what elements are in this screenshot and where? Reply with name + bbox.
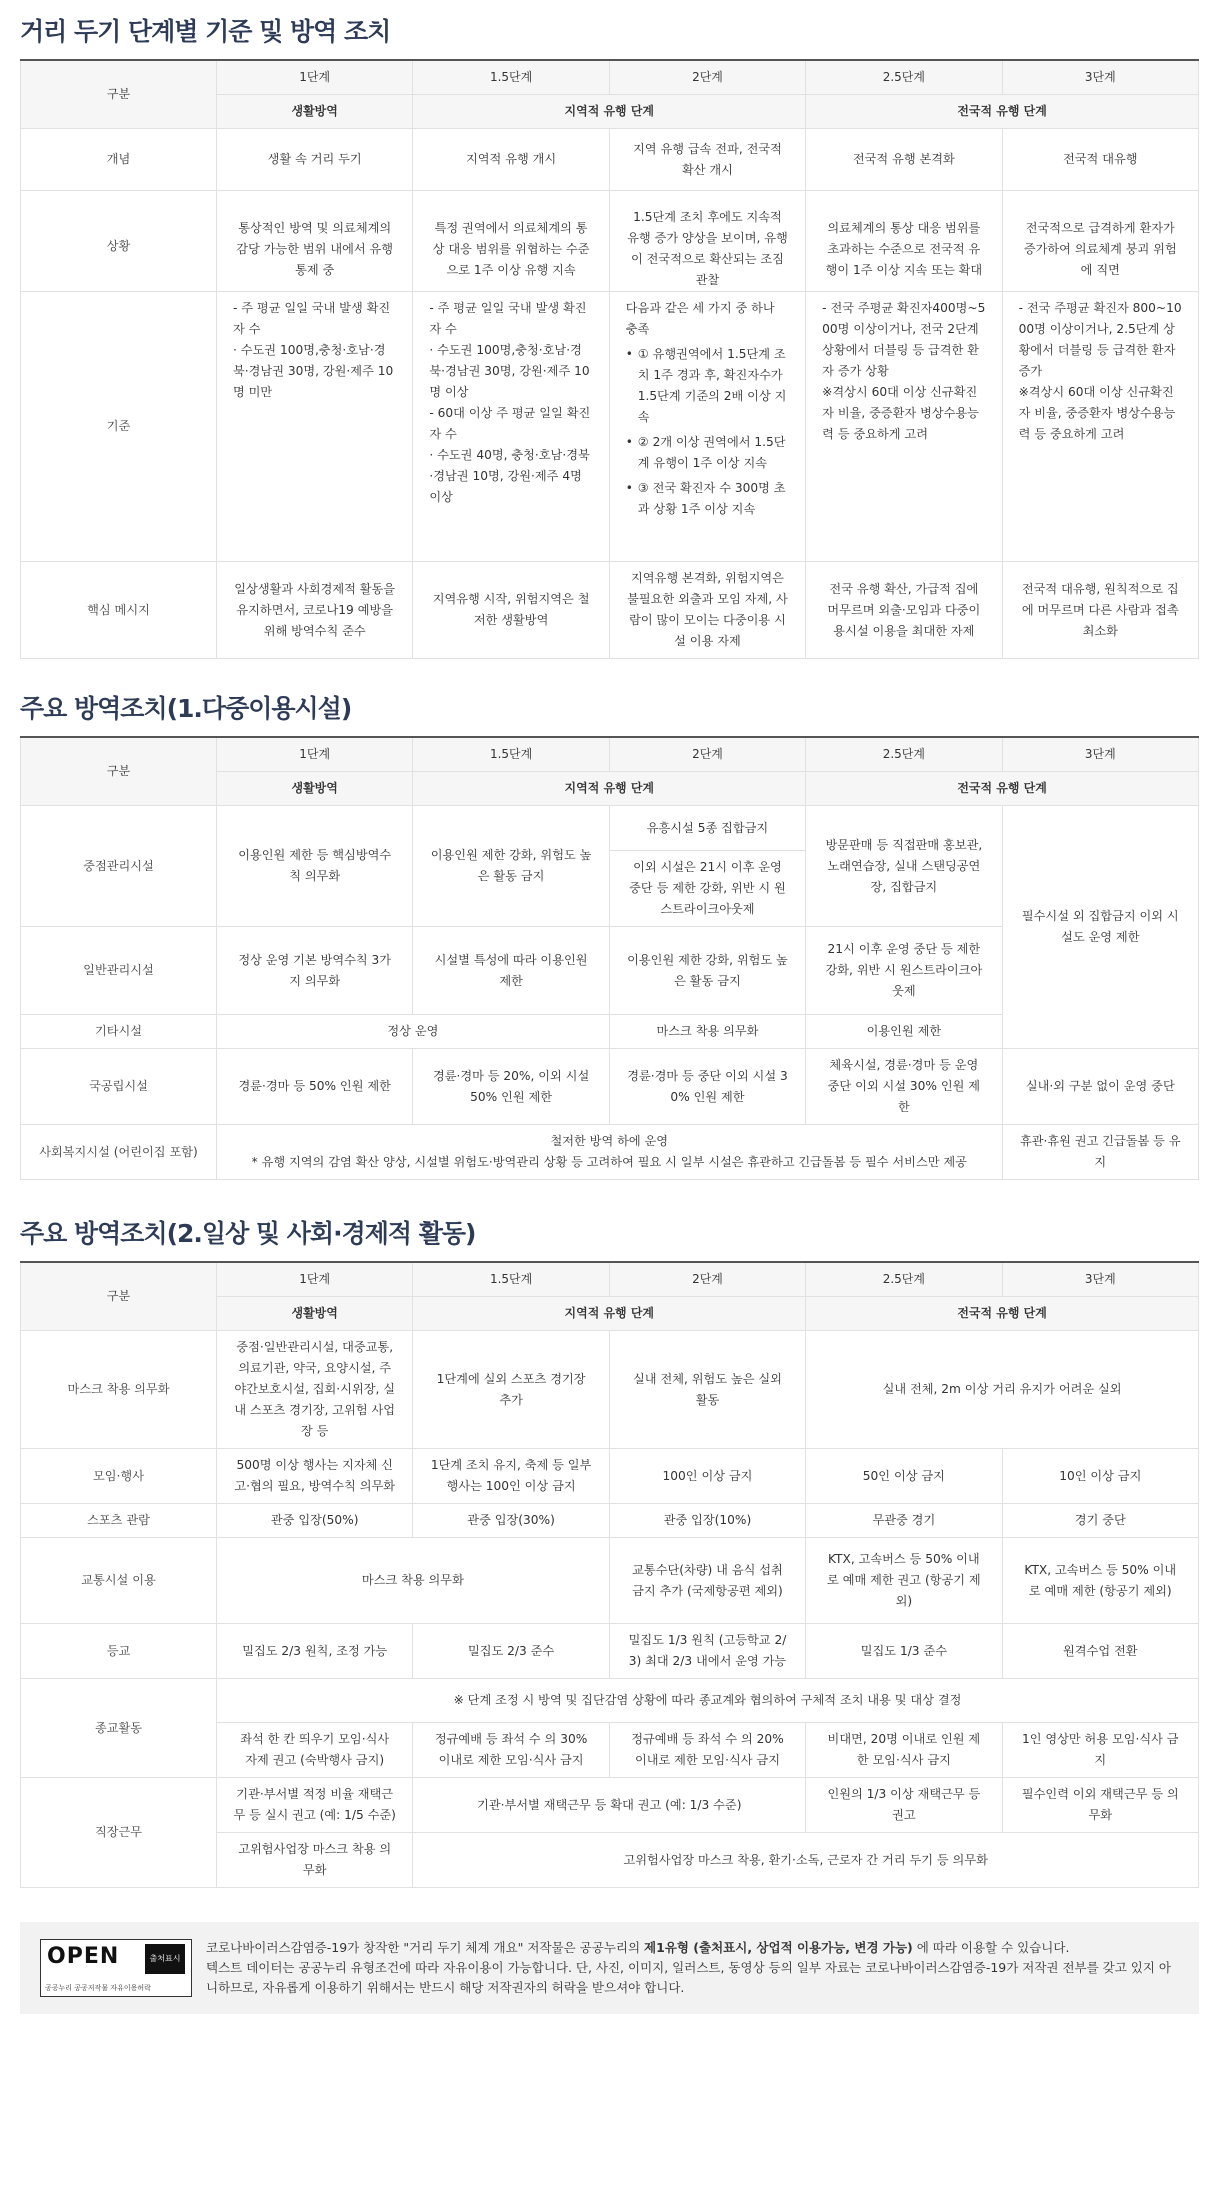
table-cell: 방문판매 등 직접판매 홍보관, 노래연습장, 실내 스탠딩공연장, 집합금지 [806, 806, 1002, 927]
license-line1-c: 에 따라 이용할 수 있습니다. [912, 1940, 1070, 1955]
header-group: 지역적 유행 단계 [413, 95, 806, 129]
license-type: 제1유형 (출처표시, 상업적 이용가능, 변경 가능) [644, 1940, 913, 1955]
header-group: 생활방역 [217, 1297, 413, 1331]
kogl-attribution-icon: 출처표시 [145, 1944, 185, 1974]
welfare-main: 철저한 방역 하에 운영 [550, 1134, 669, 1148]
table-cell: 이용인원 제한 강화, 위험도 높은 활동 금지 [413, 806, 609, 927]
table-cell: 밀집도 1/3 준수 [806, 1624, 1002, 1679]
header-step: 1.5단계 [413, 737, 609, 772]
table-cell: 원격수업 전환 [1002, 1624, 1198, 1679]
table-cell: 100인 이상 금지 [609, 1449, 805, 1504]
license-line2: 텍스트 데이터는 공공누리 유형조건에 따라 자유이용이 가능합니다. 단, 사진, 이미지, 일러스트, 동영상 등의 일부 자료는 코로나바이러스감염증-19가 저작권 전부를 갖고 있지 아니하므로, 자유롭게 이용하기 위해서는 반드시 해당 저작권자의 허락을 받으셔야 합니다. [206, 1960, 1172, 1995]
license-footer [20, 1922, 1199, 2014]
header-group: 전국적 유행 단계 [806, 1297, 1199, 1331]
header-step: 1단계 [217, 60, 413, 95]
table-cell: 경륜·경마 등 20%, 이외 시설 50% 인원 제한 [413, 1049, 609, 1125]
header-gubun: 구분 [21, 737, 217, 806]
header-group: 생활방역 [217, 772, 413, 806]
criteria-line: - 주 평균 일일 국내 발생 확진자 수 [233, 301, 391, 336]
header-group: 생활방역 [217, 95, 413, 129]
table-cell: 전국적 대유행 [1002, 129, 1198, 191]
criteria-table [20, 59, 1199, 659]
table-cell: 유흥시설 5종 집합금지 [609, 806, 805, 851]
table-cell: 관중 입장(30%) [413, 1504, 609, 1538]
row-label-work: 직장근무 [21, 1778, 217, 1888]
header-step: 2.5단계 [806, 1262, 1002, 1297]
table-cell: 정상 운영 [217, 1015, 610, 1049]
table-cell: 시설별 특성에 따라 이용인원 제한 [413, 927, 609, 1015]
row-label-school: 등교 [21, 1624, 217, 1679]
criteria-line: · 수도권 100명,충청·호남·경북·경남권 30명, 강원·제주 10명 미만 [233, 343, 394, 399]
table-cell: 50인 이상 금지 [806, 1449, 1002, 1504]
table-cell: 1인 영상만 허용 모임·식사 금지 [1002, 1723, 1198, 1778]
table-cell: 휴관·휴원 권고 긴급돌봄 등 유지 [1002, 1125, 1198, 1180]
row-label-mask: 마스크 착용 의무화 [21, 1331, 217, 1449]
list-item: • ② 2개 이상 권역에서 1.5단계 유행이 1주 이상 지속 [626, 432, 789, 474]
list-item: • ③ 전국 확진자 수 300명 초과 상황 1주 이상 지속 [626, 478, 789, 520]
table-cell: 10인 이상 금지 [1002, 1449, 1198, 1504]
table-cell: 정상 운영 기본 방역수칙 3가지 의무화 [217, 927, 413, 1015]
table-cell: 인원의 1/3 이상 재택근무 등 권고 [806, 1778, 1002, 1833]
table-cell: 비대면, 20명 이내로 인원 제한 모임·식사 금지 [806, 1723, 1002, 1778]
header-group: 전국적 유행 단계 [806, 95, 1199, 129]
header-step: 3단계 [1002, 60, 1198, 95]
criteria-line: - 전국 주평균 확진자 800~1000명 이상이거나, 2.5단계 상황에서 더블링 등 급격한 환자 증가 [1018, 301, 1182, 378]
row-label-welfare-facility: 사회복지시설 (어린이집 포함) [21, 1125, 217, 1180]
facilities-table [20, 736, 1199, 1180]
table-cell [413, 292, 609, 562]
section-title-activities: 주요 방역조치(2.일상 및 사회·경제적 활동) [20, 1219, 476, 1248]
table-cell [806, 292, 1002, 562]
table-cell: 생활 속 거리 두기 [217, 129, 413, 191]
table-cell: 밀집도 1/3 원칙 (고등학교 2/3) 최대 2/3 내에서 운영 가능 [609, 1624, 805, 1679]
row-label-general-facility: 일반관리시설 [21, 927, 217, 1015]
table-cell: 전국적으로 급격하게 환자가 증가하여 의료체계 붕괴 위험에 직면 [1002, 191, 1198, 292]
criteria-line: ※격상시 60대 이상 신규확진자 비율, 중증환자 병상수용능력 등 중요하게 고려 [822, 385, 979, 441]
table-cell: 경륜·경마 등 50% 인원 제한 [217, 1049, 413, 1125]
table-cell: 지역유행 시작, 위험지역은 철저한 생활방역 [413, 562, 609, 659]
table-cell: 관중 입장(50%) [217, 1504, 413, 1538]
welfare-note: * 유행 지역의 감염 확산 양상, 시설별 위험도·방역관리 상황 등 고려하여 필요 시 일부 시설은 휴관하고 긴급돌봄 등 필수 서비스만 제공 [251, 1155, 967, 1169]
table-cell: 밀집도 2/3 준수 [413, 1624, 609, 1679]
criteria-list [626, 344, 789, 520]
header-gubun: 구분 [21, 1262, 217, 1331]
table-cell: 일상생활과 사회경제적 활동을 유지하면서, 코로나19 예방을 위해 방역수칙 준수 [217, 562, 413, 659]
list-item: • ① 유행권역에서 1.5단계 조치 1주 경과 후, 확진자수가 1.5단계 기준의 2배 이상 지속 [626, 344, 789, 428]
table-cell: 지역 유행 급속 전파, 전국적 확산 개시 [609, 129, 805, 191]
table-cell: 밀집도 2/3 원칙, 조정 가능 [217, 1624, 413, 1679]
section-title-facilities: 주요 방역조치(1.다중이용시설) [20, 694, 352, 723]
table-cell: 필수시설 외 집합금지 이외 시설도 운영 제한 [1002, 806, 1198, 1049]
table-cell: 1단계에 실외 스포츠 경기장 추가 [413, 1331, 609, 1449]
table-cell [609, 292, 805, 562]
row-label-transport: 교통시설 이용 [21, 1538, 217, 1624]
table-cell: KTX, 고속버스 등 50% 이내로 예매 제한 권고 (항공기 제외) [806, 1538, 1002, 1624]
row-label-concept: 개념 [21, 129, 217, 191]
criteria-line: - 주 평균 일일 국내 발생 확진자 수 [429, 301, 587, 336]
section-title-criteria: 거리 두기 단계별 기준 및 방역 조치 [20, 17, 391, 46]
header-step: 1.5단계 [413, 60, 609, 95]
table-cell [217, 1125, 1003, 1180]
row-label-situation: 상황 [21, 191, 217, 292]
table-cell: 전국 유행 확산, 가급적 집에 머무르며 외출·모임과 다중이용시설 이용을 최대한 자제 [806, 562, 1002, 659]
row-label-message: 핵심 메시지 [21, 562, 217, 659]
table-cell [1002, 292, 1198, 562]
table-cell: 경기 중단 [1002, 1504, 1198, 1538]
row-label-national-facility: 국공립시설 [21, 1049, 217, 1125]
table-cell [217, 292, 413, 562]
table-cell: 정규예배 등 좌석 수 의 20% 이내로 제한 모임·식사 금지 [609, 1723, 805, 1778]
table-cell: 지역유행 본격화, 위험지역은 불필요한 외출과 모임 자제, 사람이 많이 모이는 다중이용 시설 이용 자제 [609, 562, 805, 659]
header-step: 2단계 [609, 1262, 805, 1297]
row-label-religion: 종교활동 [21, 1679, 217, 1778]
header-step: 2.5단계 [806, 60, 1002, 95]
kogl-open-logo [40, 1939, 192, 1997]
license-text [206, 1938, 1179, 1998]
table-cell: 무관중 경기 [806, 1504, 1002, 1538]
table-cell: 1단계 조치 유지, 축제 등 일부 행사는 100인 이상 금지 [413, 1449, 609, 1504]
row-label-other-facility: 기타시설 [21, 1015, 217, 1049]
table-cell: 이용인원 제한 [806, 1015, 1002, 1049]
header-group: 전국적 유행 단계 [806, 772, 1199, 806]
table-cell: 의료체계의 통상 대응 범위를 초과하는 수준으로 전국적 유행이 1주 이상 지속 또는 확대 [806, 191, 1002, 292]
table-cell: 교통수단(차량) 내 음식 섭취 금지 추가 (국제항공편 제외) [609, 1538, 805, 1624]
criteria-line: · 수도권 100명,충청·호남·경북·경남권 30명, 강원·제주 10명 이상 [429, 343, 590, 399]
header-group: 지역적 유행 단계 [413, 1297, 806, 1331]
criteria-line: - 60대 이상 주 평균 일일 확진자 수 [429, 406, 591, 441]
table-cell: 체육시설, 경륜·경마 등 운영 중단 이외 시설 30% 인원 제한 [806, 1049, 1002, 1125]
row-label-criteria: 기준 [21, 292, 217, 562]
table-cell: 500명 이상 행사는 지자체 신고·협의 필요, 방역수칙 의무화 [217, 1449, 413, 1504]
license-line1-a: 코로나바이러스감염증-19가 창작한 "거리 두기 체계 개요" 저작물은 공공누리의 [206, 1940, 645, 1955]
criteria-intro: 다음과 같은 세 가지 중 하나 충족 [625, 301, 775, 336]
table-cell: 21시 이후 운영 중단 등 제한 강화, 위반 시 원스트라이크아웃제 [806, 927, 1002, 1015]
table-cell: 이용인원 제한 등 핵심방역수칙 의무화 [217, 806, 413, 927]
table-cell: 이용인원 제한 강화, 위험도 높은 활동 금지 [609, 927, 805, 1015]
table-cell: 경륜·경마 등 중단 이외 시설 30% 인원 제한 [609, 1049, 805, 1125]
header-step: 2단계 [609, 60, 805, 95]
header-step: 3단계 [1002, 737, 1198, 772]
table-cell: 필수인력 이외 재택근무 등 의무화 [1002, 1778, 1198, 1833]
table-cell: 1.5단계 조치 후에도 지속적 유행 증가 양상을 보이며, 유행이 전국적으로 확산되는 조짐 관찰 [609, 191, 805, 292]
table-cell: 실내 전체, 위험도 높은 실외 활동 [609, 1331, 805, 1449]
header-step: 1단계 [217, 737, 413, 772]
table-cell: 실내 전체, 2m 이상 거리 유지가 어려운 실외 [806, 1331, 1199, 1449]
header-step: 3단계 [1002, 1262, 1198, 1297]
activities-table [20, 1261, 1199, 1888]
header-group: 지역적 유행 단계 [413, 772, 806, 806]
table-cell: 기관·부서별 적정 비율 재택근무 등 실시 권고 (예: 1/5 수준) [217, 1778, 413, 1833]
table-cell: KTX, 고속버스 등 50% 이내로 예매 제한 (항공기 제외) [1002, 1538, 1198, 1624]
header-step: 2.5단계 [806, 737, 1002, 772]
row-label-major-facility: 중점관리시설 [21, 806, 217, 927]
table-cell: 전국적 유행 본격화 [806, 129, 1002, 191]
criteria-line: · 수도권 40명, 충청·호남·경북·경남권 10명, 강원·제주 4명 이상 [429, 448, 590, 504]
table-cell: 특정 권역에서 의료체계의 통상 대응 범위를 위협하는 수준으로 1주 이상 유행 지속 [413, 191, 609, 292]
table-cell: 기관·부서별 재택근무 등 확대 권고 (예: 1/3 수준) [413, 1778, 806, 1833]
table-cell: 전국적 대유행, 원칙적으로 집에 머무르며 다른 사람과 접촉 최소화 [1002, 562, 1198, 659]
row-label-meeting: 모임·행사 [21, 1449, 217, 1504]
header-step: 1단계 [217, 1262, 413, 1297]
row-label-sports: 스포츠 관람 [21, 1504, 217, 1538]
table-cell: 마스크 착용 의무화 [609, 1015, 805, 1049]
table-cell: 고위험사업장 마스크 착용, 환기·소독, 근로자 간 거리 두기 등 의무화 [413, 1833, 1199, 1888]
table-cell: 마스크 착용 의무화 [217, 1538, 610, 1624]
table-cell: 고위험사업장 마스크 착용 의무화 [217, 1833, 413, 1888]
table-cell: 통상적인 방역 및 의료체계의 감당 가능한 범위 내에서 유행 통제 중 [217, 191, 413, 292]
header-gubun: 구분 [21, 60, 217, 129]
header-step: 1.5단계 [413, 1262, 609, 1297]
table-cell: 정규예배 등 좌석 수 의 30% 이내로 제한 모임·식사 금지 [413, 1723, 609, 1778]
table-cell: 관중 입장(10%) [609, 1504, 805, 1538]
kogl-open-text: OPEN [47, 1944, 120, 1969]
criteria-line: ※격상시 60대 이상 신규확진자 비율, 중증환자 병상수용능력 등 중요하게 고려 [1018, 385, 1176, 441]
table-cell: 좌석 한 칸 띄우기 모임·식사 자제 권고 (숙박행사 금지) [217, 1723, 413, 1778]
criteria-line: - 전국 주평균 확진자400명~500명 이상이거나, 전국 2단계 상황에서 더블링 등 급격한 환자 증가 상황 [822, 301, 986, 378]
table-cell: ※ 단계 조정 시 방역 및 집단감염 상황에 따라 종교계와 협의하여 구체적 조치 내용 및 대상 결정 [217, 1679, 1199, 1723]
header-step: 2단계 [609, 737, 805, 772]
table-cell: 이외 시설은 21시 이후 운영 중단 등 제한 강화, 위반 시 원스트라이크아웃제 [609, 851, 805, 927]
table-cell: 중점·일반관리시설, 대중교통, 의료기관, 약국, 요양시설, 주야간보호시설, 집회·시위장, 실내 스포츠 경기장, 고위험 사업장 등 [217, 1331, 413, 1449]
kogl-caption: 공공누리 공공저작물 자유이용허락 [45, 1984, 151, 1992]
table-cell: 지역적 유행 개시 [413, 129, 609, 191]
table-cell: 실내·외 구분 없이 운영 중단 [1002, 1049, 1198, 1125]
